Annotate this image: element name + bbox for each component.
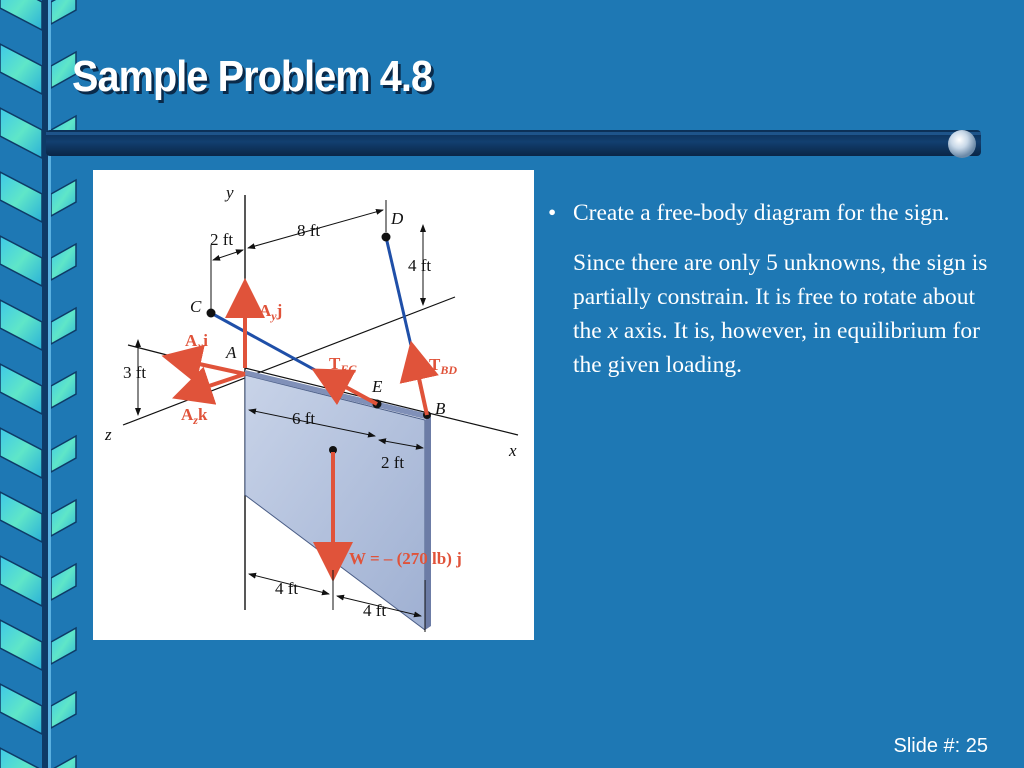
slide-number: Slide #: 25 [893,735,988,757]
point-c-label: C [190,297,202,316]
content-text [548,196,988,382]
force-ax-arrow [181,360,245,374]
dim-2ft-top-line [213,250,243,260]
point-e-label: E [372,377,383,396]
point-d-dot [382,233,391,242]
dim-8ft-label: 8 ft [297,221,321,240]
dim-6ft-label: 6 ft [292,409,316,428]
paragraph-part-2: axis. It is, however, in equilibrium for the given loading. [573,318,980,378]
dim-2ft-b-label: 2 ft [381,453,405,472]
point-b-label: B [435,399,446,418]
paragraph-part-1: Since there are only 5 unknowns, the sign is partially constrain. It is free to rotate about the [573,250,988,344]
force-tbd-label: $T_{BD}$ [429,355,458,377]
explanation-paragraph [548,246,988,382]
diagram-svg [93,170,534,640]
dim-4ft-bottom-left-label: 4 ft [275,579,299,598]
decorative-border [0,0,80,768]
force-ax-label: $A_xi$ [185,331,209,353]
force-tec-label: $T_{EC}$ [329,354,357,376]
paragraph-axis: x [607,318,619,344]
dim-2ft-top-label: 2 ft [210,230,234,249]
point-a-label: A [226,343,237,362]
sign-side-edge [425,416,431,630]
free-body-diagram-figure [93,170,534,640]
bullet-marker: • [548,200,557,226]
force-az-label: $A_zk$ [181,405,208,427]
force-tbd-arrow [415,360,427,415]
z-axis-label: z [105,425,112,444]
bullet-item [548,196,988,230]
slide-title: Sample Problem 4.8 [72,52,433,101]
bullet-text: Create a free-body diagram for the sign. [573,200,950,226]
title-divider [46,122,996,162]
x-axis-label: x [509,441,517,460]
dim-3ft-label: 3 ft [123,363,147,382]
weight-label: W = – (270 lb) j [349,549,462,568]
force-az-arrow [191,374,245,392]
force-ay-label: $A_yj$ [259,301,283,323]
dim-4ft-bottom-right-label: 4 ft [363,601,387,620]
dim-4ft-d-label: 4 ft [408,256,432,275]
point-d-label: D [391,209,404,228]
y-axis-label: y [226,183,234,202]
